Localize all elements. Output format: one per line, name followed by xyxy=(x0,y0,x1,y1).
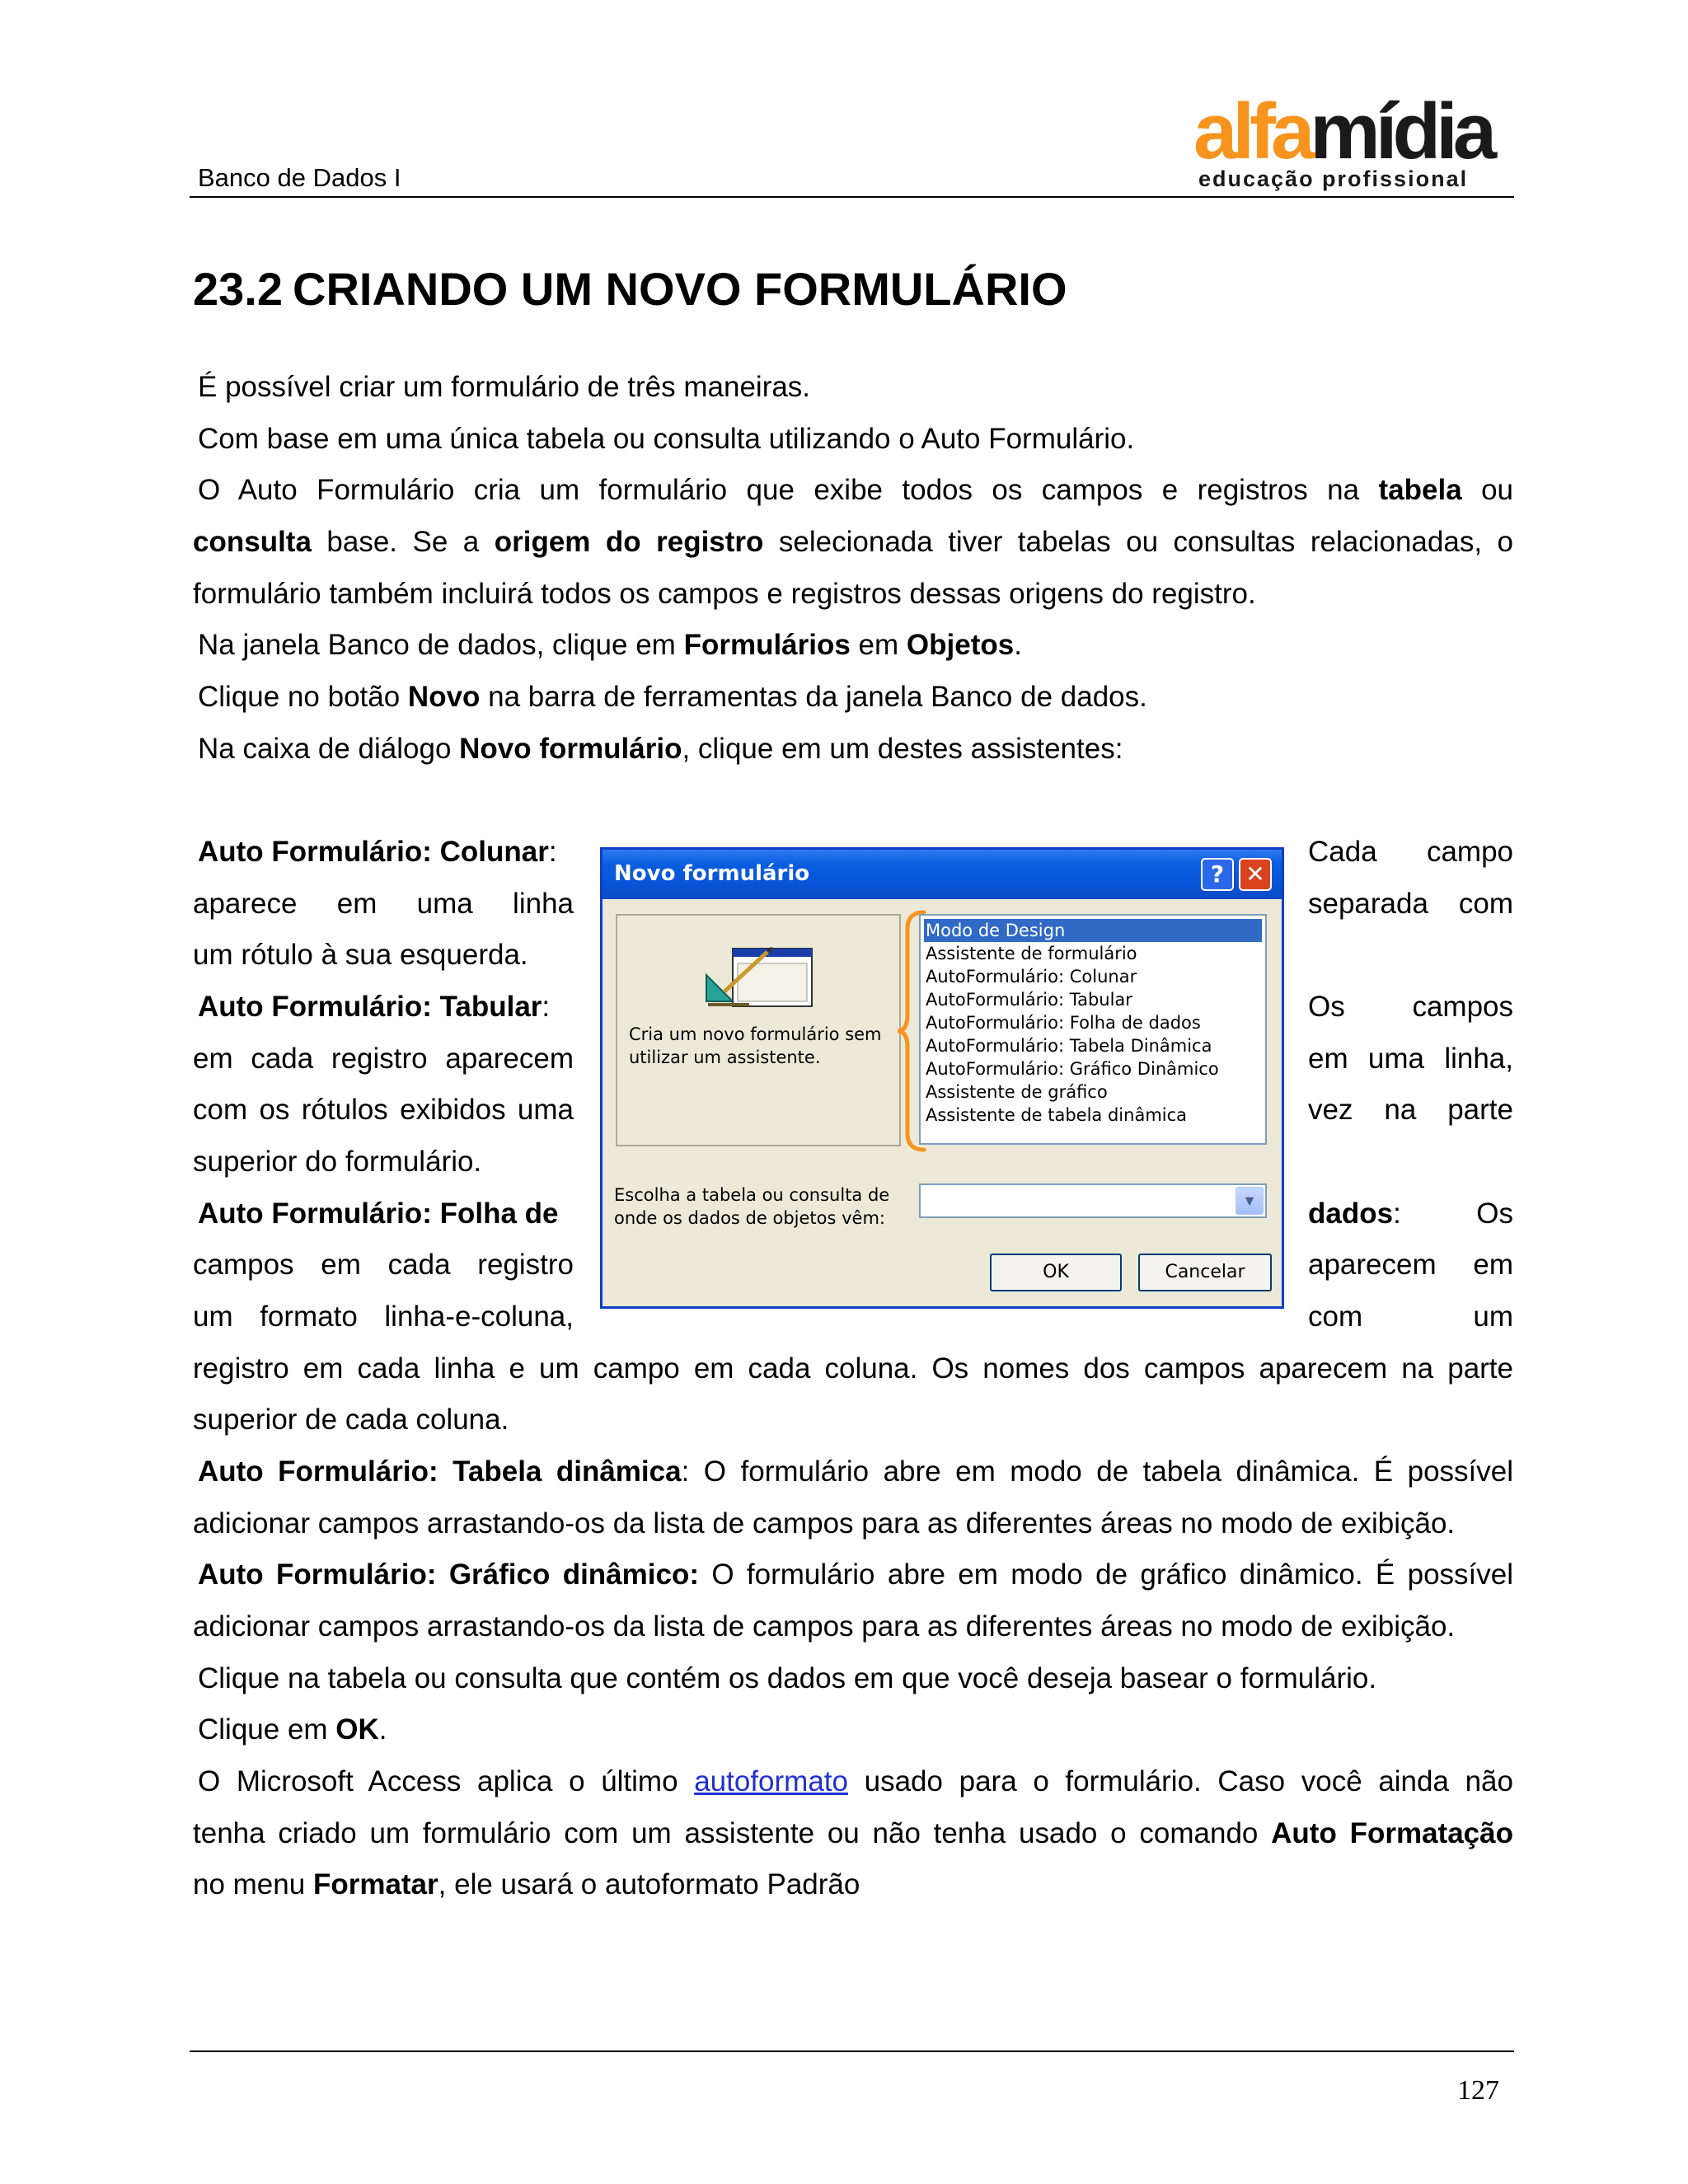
text: : O formulário abre em modo de tabela dinâmica. É possível xyxy=(681,1455,1513,1488)
text-line xyxy=(1308,1197,1513,1230)
paragraph xyxy=(198,1765,1513,1798)
text: O Auto Formulário cria um formulário que exibe todos os campos e registros na xyxy=(198,474,1379,506)
bold-term: Novo xyxy=(407,681,481,713)
text: tenha criado um formulário com um assistente ou não tenha usado o comando xyxy=(193,1817,1272,1849)
text: Na caixa de diálogo xyxy=(198,733,460,765)
bold-term: Auto Formulário: Folha de xyxy=(198,1197,559,1230)
list-item[interactable]: AutoFormulário: Gráfico Dinâmico xyxy=(926,1059,1219,1079)
bold-term: Auto Formulário: Gráfico dinâmico: xyxy=(198,1558,699,1591)
paragraph xyxy=(198,681,1513,714)
close-button[interactable]: ✕ xyxy=(1239,858,1272,891)
logo-tagline: educação profissional xyxy=(1198,166,1469,191)
logo-brand-b: mídia xyxy=(1310,87,1493,176)
wizard-listbox[interactable] xyxy=(919,914,1267,1145)
text-line: com os rótulos exibidos uma xyxy=(193,1094,574,1126)
footer-rule xyxy=(190,2050,1514,2052)
text-line: um formato linha-e-coluna, xyxy=(193,1301,574,1333)
label-line: onde os dados de objetos vêm: xyxy=(614,1208,885,1228)
source-combobox[interactable] xyxy=(919,1183,1267,1218)
paragraph xyxy=(193,1868,1513,1901)
bold-term: Auto Formulário: Colunar xyxy=(198,836,549,868)
paragraph: É possível criar um formulário de três maneiras. xyxy=(198,371,811,403)
list-item[interactable]: Assistente de gráfico xyxy=(926,1082,1108,1102)
text: selecionada tiver tabelas ou consultas relacionadas, o xyxy=(763,526,1513,558)
paragraph: adicionar campos arrastando-os da lista de campos para as diferentes áreas no modo de exibição. xyxy=(193,1610,1456,1643)
list-item[interactable]: Assistente de formulário xyxy=(926,944,1137,963)
bold-term: Formulários xyxy=(683,629,851,661)
text-line: vez na parte xyxy=(1308,1094,1513,1126)
paragraph: formulário também incluirá todos os campos e registros dessas origens do registro. xyxy=(193,578,1256,610)
bold-term: tabela xyxy=(1378,474,1462,506)
text: no menu xyxy=(193,1868,313,1900)
novo-formulario-dialog xyxy=(600,847,1284,1309)
help-button[interactable]: ? xyxy=(1201,858,1234,891)
text: O formulário abre em modo de gráfico dinâmico. É possível xyxy=(699,1558,1513,1591)
text: . xyxy=(378,1713,387,1746)
paragraph xyxy=(198,1558,1513,1591)
bold-term: Objetos xyxy=(906,629,1015,661)
autoformato-link[interactable]: autoformato xyxy=(694,1765,848,1797)
text-line: em cada registro aparecem xyxy=(193,1043,574,1075)
alfamidia-logo xyxy=(1193,87,1515,195)
text: : Os xyxy=(1393,1197,1513,1230)
bold-term: Novo formulário xyxy=(459,733,682,765)
text: base. Se a xyxy=(311,526,495,558)
running-header-title: Banco de Dados I xyxy=(198,163,401,192)
text-line: superior do formulário. xyxy=(193,1146,482,1178)
header-rule xyxy=(190,196,1514,198)
label-line: Escolha a tabela ou consulta de xyxy=(614,1185,890,1205)
dialog-title: Novo formulário xyxy=(614,861,810,886)
list-item[interactable]: AutoFormulário: Tabela Dinâmica xyxy=(926,1036,1212,1056)
form-design-icon xyxy=(700,942,815,1010)
paragraph xyxy=(198,474,1513,507)
dialog-titlebar xyxy=(603,850,1282,899)
list-item[interactable]: AutoFormulário: Colunar xyxy=(926,967,1137,987)
tabular-heading xyxy=(198,991,574,1024)
bold-term: dados xyxy=(1308,1197,1394,1230)
list-item[interactable]: AutoFormulário: Folha de dados xyxy=(926,1013,1201,1033)
ok-button[interactable]: OK xyxy=(990,1254,1122,1291)
bold-term: OK xyxy=(335,1713,379,1746)
paragraph xyxy=(198,1455,1513,1488)
text: Clique em xyxy=(198,1713,336,1746)
section-title: CRIANDO UM NOVO FORMULÁRIO xyxy=(293,263,1067,315)
colunar-heading xyxy=(198,836,574,869)
text: ou xyxy=(1461,474,1513,506)
text: na barra de ferramentas da janela Banco de dados. xyxy=(480,681,1147,713)
text: , ele usará o autoformato Padrão xyxy=(438,1868,860,1900)
text: Na janela Banco de dados, clique em xyxy=(198,629,684,661)
preview-caption xyxy=(629,1023,882,1069)
section-number: 23.2 xyxy=(193,263,283,315)
chevron-down-icon[interactable]: ▼ xyxy=(1236,1187,1264,1215)
list-item-selected[interactable]: Modo de Design xyxy=(924,919,1262,942)
folha-heading xyxy=(198,1197,574,1230)
caption-line: utilizar um assistente. xyxy=(629,1047,821,1067)
text: Clique no botão xyxy=(198,681,408,713)
bold-term: Auto Formatação xyxy=(1271,1817,1513,1849)
paragraph xyxy=(198,733,1513,766)
list-item[interactable]: AutoFormulário: Tabular xyxy=(926,990,1132,1010)
text-line: separada com xyxy=(1308,888,1513,920)
bold-term: Auto Formulário: Tabular xyxy=(198,991,542,1023)
logo-wordmark xyxy=(1193,87,1493,176)
page-number: 127 xyxy=(1457,2075,1499,2106)
caption-line: Cria um novo formulário sem xyxy=(629,1024,882,1044)
text: : xyxy=(542,991,551,1023)
text-line: campos em cada registro xyxy=(193,1249,574,1281)
text: : xyxy=(548,836,557,868)
bold-term: Formatar xyxy=(312,1868,438,1900)
text: usado para o formulário. Caso você ainda não xyxy=(847,1765,1513,1797)
list-item[interactable]: Assistente de tabela dinâmica xyxy=(926,1105,1188,1125)
text-line: um rótulo à sua esquerda. xyxy=(193,939,528,971)
paragraph: Clique na tabela ou consulta que contém os dados em que você deseja basear o formulário. xyxy=(198,1662,1377,1694)
text-line: Cada campo xyxy=(1308,836,1513,868)
text: O Microsoft Access aplica o último xyxy=(198,1765,695,1797)
text-line: aparece em uma linha xyxy=(193,888,574,920)
paragraph xyxy=(198,629,1513,662)
text: , clique em um destes assistentes: xyxy=(682,733,1123,765)
bold-term: consulta xyxy=(193,526,312,558)
paragraph: adicionar campos arrastando-os da lista de campos para as diferentes áreas no modo de exibição. xyxy=(193,1507,1456,1540)
paragraph: Com base em uma única tabela ou consulta utilizando o Auto Formulário. xyxy=(198,423,1135,455)
paragraph: registro em cada linha e um campo em cada coluna. Os nomes dos campos aparecem na parte xyxy=(193,1352,1513,1385)
text-line: com um xyxy=(1308,1301,1513,1333)
cancel-button[interactable]: Cancelar xyxy=(1138,1254,1272,1291)
paragraph xyxy=(193,526,1513,559)
paragraph xyxy=(193,1817,1513,1850)
source-label xyxy=(614,1183,889,1230)
logo-brand-a: alfa xyxy=(1193,87,1311,176)
paragraph: superior de cada coluna. xyxy=(193,1404,509,1436)
text-line: Os campos xyxy=(1308,991,1513,1023)
paragraph xyxy=(198,1713,1513,1746)
text-line: em uma linha, xyxy=(1308,1043,1513,1075)
bold-term: Auto Formulário: Tabela dinâmica xyxy=(198,1455,682,1488)
text-line: aparecem em xyxy=(1308,1249,1513,1281)
text: . xyxy=(1014,629,1022,661)
preview-panel xyxy=(616,914,901,1146)
text: em xyxy=(850,629,907,661)
bold-term: origem do registro xyxy=(494,526,764,558)
